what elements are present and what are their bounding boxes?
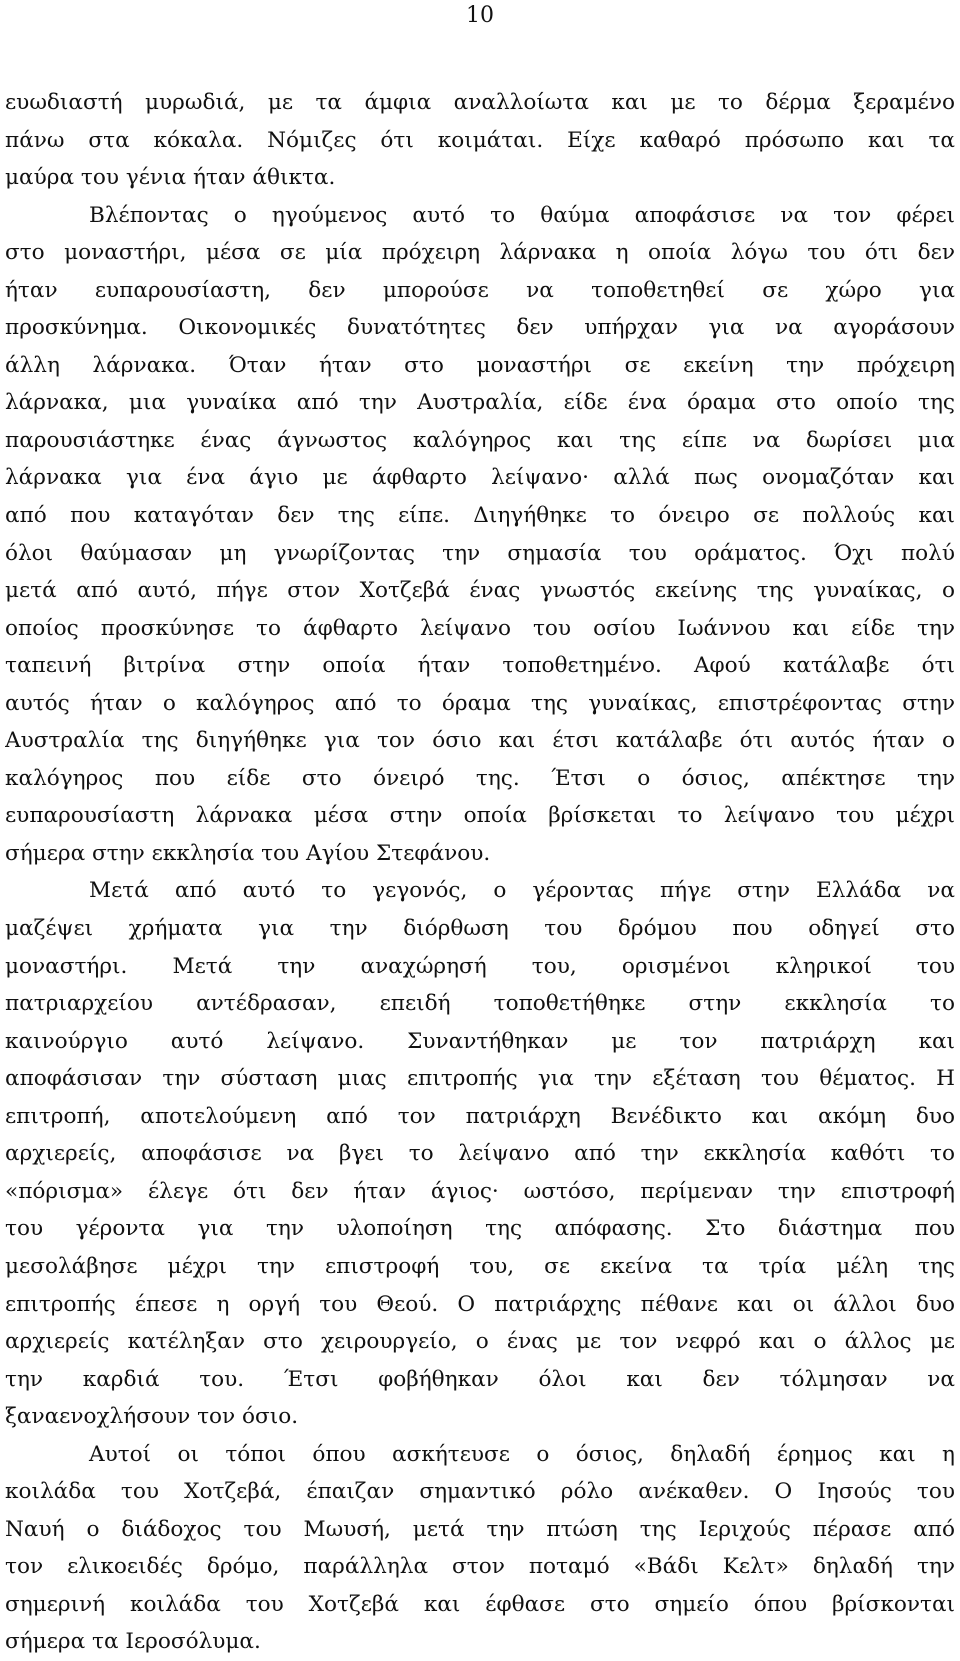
text-line: πατριαρχείου αντέδρασαν, επειδή τοποθετήθηκε στην εκκλησία το bbox=[5, 991, 955, 1017]
text-line: ταπεινή βιτρίνα στην οποία ήταν τοποθετημένο. Αφού κατάλαβε ότι bbox=[5, 653, 955, 679]
text-line: μοναστήρι. Μετά την αναχώρησή του, ορισμένοι κληρικοί του bbox=[5, 953, 955, 979]
text-line: ήταν ευπαρουσίαστη, δεν μπορούσε να τοποθετηθεί σε χώρο για bbox=[5, 277, 955, 303]
text-line: μετά από αυτό, πήγε στον Χοτζεβά ένας γνωστός εκείνης της γυναίκας, ο bbox=[5, 578, 955, 604]
text-line: ευπαρουσίαστη λάρνακα μέσα στην οποία βρίσκεται το λείψανο του μέχρι bbox=[5, 803, 955, 829]
text-line: μεσολάβησε μέχρι την επιστροφή του, σε εκείνα τα τρία μέλη της bbox=[5, 1253, 955, 1279]
text-line: επιτροπή, αποτελούμενη από τον πατριάρχη Βενέδικτο και ακόμη δυο bbox=[5, 1103, 955, 1129]
text-line: αυτός ήταν ο καλόγηρος από το όραμα της γυναίκας, επιστρέφοντας στην bbox=[5, 690, 955, 716]
text-line: μαζέψει χρήματα για την διόρθωση του δρόμου που οδηγεί στο bbox=[5, 916, 955, 942]
text-line: του γέροντα για την υλοποίηση της απόφασης. Στο διάστημα που bbox=[5, 1216, 955, 1242]
text-line: σήμερα στην εκκλησία του Αγίου Στεφάνου. bbox=[5, 840, 491, 866]
page-number: 10 bbox=[466, 3, 494, 28]
text-line: κοιλάδα του Χοτζεβά, έπαιζαν σημαντικό ρόλο ανέκαθεν. Ο Ιησούς του bbox=[5, 1479, 955, 1505]
text-line: καινούργιο αυτό λείψανο. Συναντήθηκαν με τον πατριάρχη και bbox=[5, 1028, 955, 1054]
text-line: λάρνακα, μια γυναίκα από την Αυστραλία, είδε ένα όραμα στο οποίο της bbox=[5, 390, 955, 416]
text-line: στο μοναστήρι, μέσα σε μία πρόχειρη λάρνακα η οποία λόγω του ότι δεν bbox=[5, 240, 955, 266]
text-line: τον ελικοειδές δρόμο, παράλληλα στον ποταμό «Βάδι Κελτ» δηλαδή την bbox=[5, 1554, 955, 1580]
text-line: Ναυή ο διάδοχος του Μωυσή, μετά την πτώση της Ιεριχούς πέρασε από bbox=[5, 1516, 955, 1542]
text-line: σημερινή κοιλάδα του Χοτζεβά και έφθασε στο σημείο όπου βρίσκονται bbox=[5, 1591, 955, 1617]
text-line: παρουσιάστηκε ένας άγνωστος καλόγηρος και της είπε να δωρίσει μια bbox=[5, 427, 955, 453]
text-line: αρχιερείς κατέληξαν στο χειρουργείο, ο ένας με τον νεφρό και ο άλλος με bbox=[5, 1329, 955, 1355]
text-line: επιτροπής έπεσε η οργή του Θεού. Ο πατριάρχης πέθανε και οι άλλοι δυο bbox=[5, 1291, 955, 1317]
text-line: Μετά από αυτό το γεγονός, ο γέροντας πήγε στην Ελλάδα να bbox=[89, 878, 955, 904]
text-line: αποφάσισαν την σύσταση μιας επιτροπής για την εξέταση του θέματος. Η bbox=[5, 1066, 955, 1092]
text-line: μαύρα του γένια ήταν άθικτα. bbox=[5, 165, 336, 191]
text-line: καλόγηρος που είδε στο όνειρό της. Έτσι ο όσιος, απέκτησε την bbox=[5, 765, 955, 791]
text-line: από που καταγόταν δεν της είπε. Διηγήθηκε το όνειρο σε πολλούς και bbox=[5, 503, 955, 529]
text-line: προσκύνημα. Οικονομικές δυνατότητες δεν υπήρχαν για να αγοράσουν bbox=[5, 315, 955, 341]
text-line: ξαναενοχλήσουν τον όσιο. bbox=[5, 1404, 299, 1430]
text-line: Αυστραλία της διηγήθηκε για τον όσιο και έτσι κατάλαβε ότι αυτός ήταν ο bbox=[5, 728, 955, 754]
text-line: σήμερα τα Ιεροσόλυμα. bbox=[5, 1629, 261, 1655]
text-line: «πόρισμα» έλεγε ότι δεν ήταν άγιος· ωστόσο, περίμεναν την επιστροφή bbox=[5, 1178, 955, 1204]
text-line: αρχιερείς, αποφάσισε να βγει το λείψανο από την εκκλησία καθότι το bbox=[5, 1141, 955, 1167]
text-line: οποίος προσκύνησε το άφθαρτο λείψανο του οσίου Ιωάννου και είδε την bbox=[5, 615, 955, 641]
text-line: όλοι θαύμασαν μη γνωρίζοντας την σημασία του οράματος. Όχι πολύ bbox=[5, 540, 955, 566]
text-line: την καρδιά του. Έτσι φοβήθηκαν όλοι και δεν τόλμησαν να bbox=[5, 1366, 955, 1392]
text-line: λάρνακα για ένα άγιο με άφθαρτο λείψανο· αλλά πως ονομαζόταν και bbox=[5, 465, 955, 491]
text-line: άλλη λάρνακα. Όταν ήταν στο μοναστήρι σε εκείνη την πρόχειρη bbox=[5, 352, 955, 378]
text-line: Βλέποντας ο ηγούμενος αυτό το θαύμα αποφάσισε να τον φέρει bbox=[89, 202, 955, 228]
text-line: πάνω στα κόκαλα. Νόμιζες ότι κοιμάται. Είχε καθαρό πρόσωπο και τα bbox=[5, 127, 955, 153]
document-body bbox=[5, 84, 955, 1661]
text-line: ευωδιαστή μυρωδιά, με τα άμφια αναλλοίωτα και με το δέρμα ξεραμένο bbox=[5, 90, 955, 115]
text-line: Αυτοί οι τόποι όπου ασκήτευσε ο όσιος, δηλαδή έρημος και η bbox=[89, 1441, 955, 1467]
